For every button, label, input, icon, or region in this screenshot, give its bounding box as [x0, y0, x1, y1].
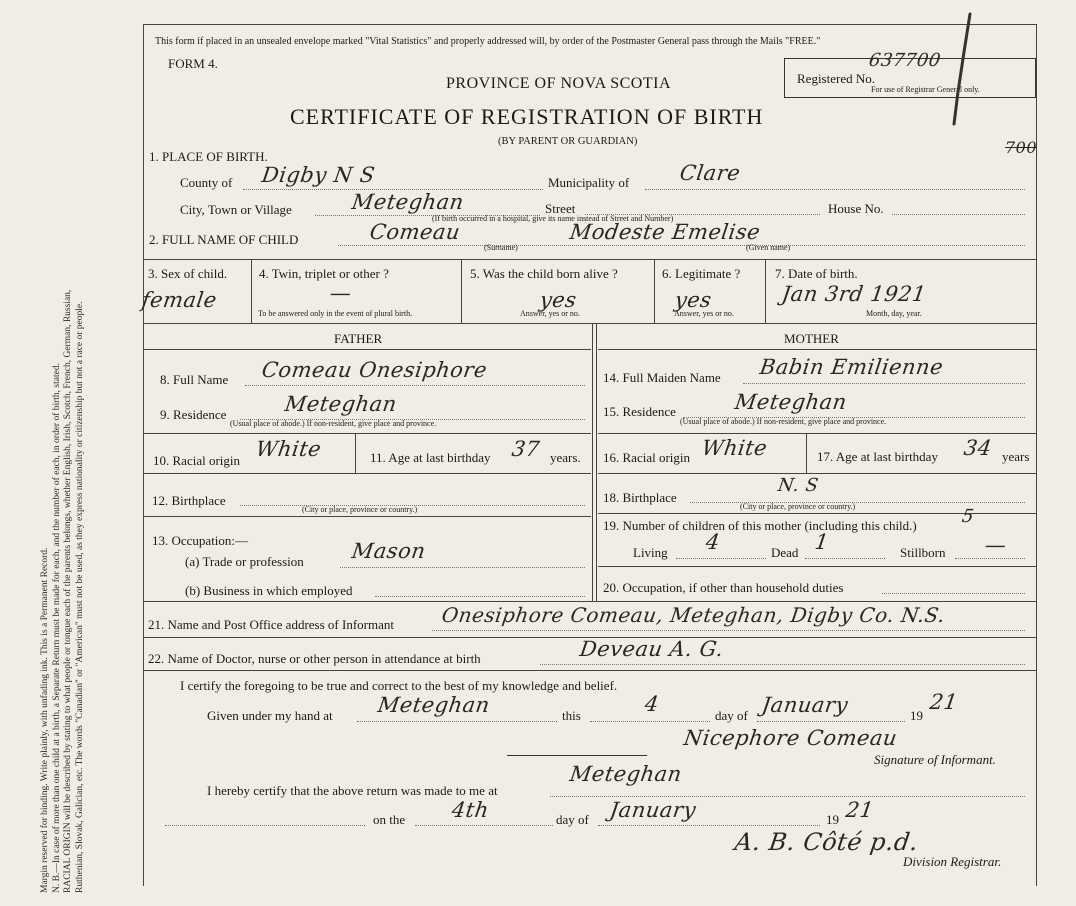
return-month-value: January	[608, 798, 698, 822]
certify-text: I certify the foregoing to be true and correct to the best of my knowledge and belief.	[180, 678, 618, 693]
children-count-value: 5	[960, 506, 976, 527]
dob-value: Jan 3rd 1921	[780, 282, 928, 306]
father-age-label: 11. Age at last birthday	[370, 450, 491, 465]
given-year-value: 21	[928, 690, 960, 714]
city-label: City, Town or Village	[180, 202, 292, 217]
informant-value: Onesiphore Comeau, Meteghan, Digby Co. N.S.	[440, 603, 947, 627]
rule	[143, 323, 1037, 324]
father-residence-label: 9. Residence	[160, 407, 227, 422]
surname-caption: (Surname)	[484, 243, 518, 252]
dob-label: 7. Date of birth.	[775, 266, 858, 281]
this-label: this	[562, 708, 581, 723]
frame-left	[143, 24, 144, 886]
father-age-value: 37	[510, 437, 542, 461]
return-year-value: 21	[844, 798, 876, 822]
mother-racial-value: White	[700, 436, 769, 460]
rule	[143, 259, 1037, 260]
doctor-line	[540, 664, 1025, 665]
mail-note: This form if placed in an unsealed envelope marked "Vital Statistics" and properly addressed will, by order of the Postmaster General pass through the Mails "FREE."	[155, 36, 821, 47]
mother-occupation-label: 20. Occupation, if other than household duties	[603, 580, 844, 595]
dead-line	[805, 558, 885, 559]
father-birthplace-note: (City or place, province or country.)	[302, 505, 418, 514]
mother-racial-label: 16. Racial origin	[603, 450, 691, 465]
province-heading: PROVINCE OF NOVA SCOTIA	[446, 75, 672, 92]
rule	[598, 433, 1036, 434]
rule	[654, 259, 655, 323]
rule	[598, 566, 1036, 567]
county-label: County of	[180, 175, 233, 190]
margin-note: Margin reserved for binding. Write plainly, with unfading ink. This is a Permanent Record.	[40, 547, 50, 893]
business-label: (b) Business in which employed	[185, 583, 353, 598]
mother-birthplace-value: N. S	[776, 475, 820, 496]
rule	[355, 433, 356, 473]
mother-age-unit: years	[1002, 449, 1030, 464]
registered-label: Registered No.	[797, 71, 875, 86]
doctor-label: 22. Name of Doctor, nurse or other person in attendance at birth	[148, 651, 481, 666]
return-place-line	[550, 796, 1025, 797]
rule	[592, 323, 593, 601]
registrar-caption: Division Registrar.	[903, 854, 1002, 869]
street-label: Street	[545, 201, 576, 216]
mother-age-value: 34	[962, 436, 994, 460]
house-label: House No.	[828, 201, 884, 216]
day-of-label: day of	[715, 708, 748, 723]
alive-note: Answer, yes or no.	[520, 309, 580, 318]
given-label: Given under my hand at	[207, 708, 333, 723]
dob-note: Month, day, year.	[866, 309, 922, 318]
county-value: Digby N S	[260, 163, 377, 187]
father-residence-note: (Usual place of abode.) If non-resident, give place and province.	[230, 419, 437, 428]
father-name-line	[245, 385, 585, 386]
given-day-value: 4	[643, 692, 661, 716]
return-year-prefix: 19	[826, 812, 839, 827]
child-given-value: Modeste Emelise	[568, 220, 762, 244]
trade-label: (a) Trade or profession	[185, 554, 304, 569]
city-value: Meteghan	[350, 190, 466, 214]
father-birthplace-label: 12. Birthplace	[152, 493, 226, 508]
child-name-line	[338, 245, 1025, 246]
doctor-value: Deveau A. G.	[578, 637, 726, 661]
legit-note: Answer, yes or no.	[674, 309, 734, 318]
margin-note: N. B.—In case of more than one child at a birth, a Separate Return must be made for each, and the number of each, in order of birth, stated.	[51, 363, 62, 893]
trade-line	[340, 567, 585, 568]
father-racial-label: 10. Racial origin	[153, 453, 241, 468]
mother-heading: MOTHER	[784, 331, 839, 346]
sex-label: 3. Sex of child.	[148, 266, 228, 281]
rule	[143, 601, 1037, 602]
dead-value: 1	[813, 530, 831, 554]
mother-birthplace-label: 18. Birthplace	[603, 490, 677, 505]
corner-number: 700	[1005, 138, 1038, 157]
twin-label: 4. Twin, triplet or other ?	[259, 266, 389, 281]
house-line	[892, 214, 1025, 215]
sex-value: female	[140, 288, 219, 312]
given-month-line	[757, 721, 905, 722]
mother-name-line	[743, 383, 1025, 384]
rule	[765, 259, 766, 323]
trade-value: Mason	[350, 539, 428, 563]
given-caption: (Given name)	[746, 243, 791, 252]
given-place-line	[357, 721, 557, 722]
stillborn-line	[955, 558, 1025, 559]
return-month-line	[598, 825, 820, 826]
father-heading: FATHER	[334, 331, 383, 346]
living-value: 4	[704, 530, 722, 554]
return-day-line	[415, 825, 553, 826]
child-name-label: 2. FULL NAME OF CHILD	[149, 232, 299, 247]
business-line	[375, 596, 585, 597]
dead-label: Dead	[771, 545, 799, 560]
father-residence-value: Meteghan	[283, 392, 399, 416]
informant-label: 21. Name and Post Office address of Informant	[148, 617, 394, 632]
mother-age-label: 17. Age at last birthday	[817, 449, 938, 464]
father-racial-value: White	[254, 437, 323, 461]
subtitle: (BY PARENT OR GUARDIAN)	[498, 136, 638, 147]
municipality-line	[645, 189, 1025, 190]
informant-caption: Signature of Informant.	[874, 752, 996, 767]
stillborn-value: —	[983, 533, 1009, 557]
return-prefix-line	[165, 825, 365, 826]
margin-notes	[40, 289, 86, 893]
registrar-note: For use of Registrar General only.	[871, 85, 980, 94]
stillborn-label: Stillborn	[900, 545, 946, 560]
mother-residence-note: (Usual place of abode.) If non-resident, give place and province.	[680, 417, 887, 426]
rule	[596, 323, 597, 601]
children-count-label: 19. Number of children of this mother (including this child.)	[603, 518, 917, 533]
child-surname-value: Comeau	[368, 220, 462, 244]
page-title: CERTIFICATE OF REGISTRATION OF BIRTH	[290, 104, 764, 129]
rule	[143, 433, 591, 434]
return-place-value: Meteghan	[568, 762, 684, 786]
mother-residence-label: 15. Residence	[603, 404, 676, 419]
legit-label: 6. Legitimate ?	[662, 266, 741, 281]
occupation-label: 13. Occupation:—	[152, 533, 249, 548]
street-note: (If birth occurred in a hospital, give its name instead of Street and Number)	[432, 214, 674, 223]
frame-top	[143, 24, 1037, 25]
return-day-of-label: day of	[556, 812, 589, 827]
rule	[143, 670, 1037, 671]
rule	[251, 259, 252, 323]
place-of-birth-heading: 1. PLACE OF BIRTH.	[149, 149, 268, 164]
given-year-prefix: 19	[910, 708, 923, 723]
father-name-label: 8. Full Name	[160, 372, 229, 387]
registered-box	[784, 50, 1036, 98]
mother-name-label: 14. Full Maiden Name	[603, 370, 721, 385]
rule	[507, 755, 647, 756]
mother-occupation-line	[882, 593, 1025, 594]
father-age-unit: years.	[550, 450, 581, 465]
father-name-value: Comeau Onesiphore	[260, 358, 489, 382]
rule	[598, 349, 1036, 350]
registrar-signature: A. B. Côté p.d.	[733, 828, 921, 856]
legit-value: yes	[673, 288, 714, 312]
return-day-value: 4th	[450, 798, 491, 822]
on-the-label: on the	[373, 812, 406, 827]
given-day-line	[590, 721, 710, 722]
living-line	[676, 558, 766, 559]
informant-line	[432, 630, 1025, 631]
pencil-mark-icon	[930, 12, 980, 127]
margin-note: Ruthenian, Slovak, Galician, etc. The words "Canadian" or "American" must not be used, as they express nationality or citizenship but not a race or people.	[74, 301, 85, 893]
rule	[461, 259, 462, 323]
twin-value: —	[328, 281, 354, 305]
rule	[143, 349, 591, 350]
alive-label: 5. Was the child born alive ?	[470, 266, 618, 281]
rule	[143, 473, 591, 474]
twin-note: To be answered only in the event of plural birth.	[258, 309, 413, 318]
living-label: Living	[633, 545, 668, 560]
informant-signature: Nicephore Comeau	[682, 726, 899, 750]
return-text: I hereby certify that the above return was made to me at	[207, 783, 498, 798]
form-number: FORM 4.	[168, 56, 218, 71]
mother-residence-value: Meteghan	[733, 390, 849, 414]
given-place-value: Meteghan	[376, 693, 492, 717]
alive-value: yes	[538, 288, 579, 312]
municipality-value: Clare	[678, 161, 742, 185]
rule	[143, 516, 591, 517]
mother-name-value: Babin Emilienne	[758, 355, 945, 379]
registered-value: 637700	[867, 50, 943, 71]
municipality-label: Municipality of	[548, 175, 630, 190]
margin-note: RACIAL ORIGIN will be described by stating to what people or tongue each of the parents belongs, whether English, Irish, Scotch, French, German, Russian,	[63, 289, 73, 893]
given-month-value: January	[760, 693, 850, 717]
mother-birthplace-note: (City or place, province or country.)	[740, 502, 856, 511]
rule	[806, 433, 807, 473]
